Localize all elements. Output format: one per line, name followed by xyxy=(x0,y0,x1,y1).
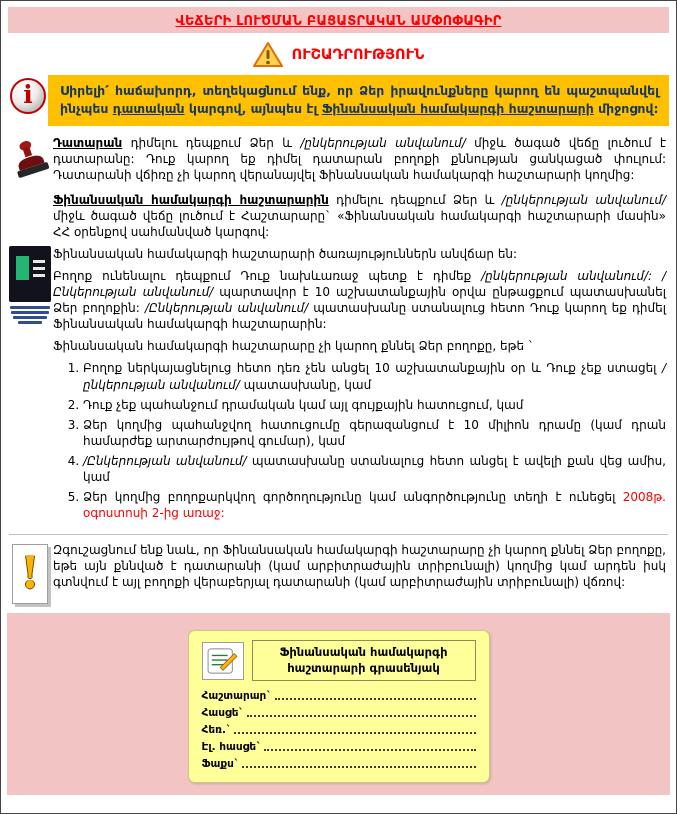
office-field-row xyxy=(202,724,476,736)
mediator-paragraph-4: Ֆինանսական համակարգի հաշտարարը չի կարող քննել Ձեր բողոքը, եթե ` xyxy=(53,339,534,354)
fsm-emphasis: Ֆինանսական համակարգի հաշտարարի xyxy=(321,100,594,116)
text-segment: միջև ծագած վեճը լուծում է Հաշտարարը` «Ֆինանսական համակարգի հաշտարարի մասին» ՀՀ օրենքով սահմանված կարգով: xyxy=(53,208,666,239)
field-dotted-line xyxy=(234,732,475,734)
text-segment: միջև ծագած վեճը լուծում է դատարանը: Դուք կարող եք դիմել դատարան բողոքի քննության ցանկացած փուլում: Դատարանի վճիռը չի կարող վերանայվել Ֆինանսական համակարգի հաշտարարի կողմից: xyxy=(53,135,667,182)
field-dotted-line xyxy=(242,766,475,768)
document-title: ՎԵՃԵՐԻ ԼՈՒԾՄԱՆ ԲԱՑԱՏՐԱԿԱՆ ԱՄՓՈՓԱԳԻՐ xyxy=(175,14,502,29)
section-divider xyxy=(9,534,668,535)
warning-icon-gutter xyxy=(7,542,53,604)
mediator-paragraph-3 xyxy=(53,268,666,332)
bottom-band xyxy=(7,613,670,795)
title-banner xyxy=(8,7,669,33)
text-segment: պատասխանը ստանալուց հետո անցել է ավելի քան վեց ամիս, կամ xyxy=(83,453,666,484)
office-field-row xyxy=(202,758,476,770)
field-dotted-line xyxy=(247,715,476,717)
field-label-phone: Հեռ.` xyxy=(201,724,232,737)
attention-label: ՈՒՇԱԴՐՈՒԹՅՈՒՆ xyxy=(291,46,425,63)
field-dotted-line xyxy=(264,749,475,751)
company-placeholder: /ընկերության անվանում/ xyxy=(300,135,466,150)
office-field-row xyxy=(202,741,476,753)
text-segment: դիմելու դեպքում Ձեր և xyxy=(122,135,301,150)
text-segment: պատասխանը ստանալուց հետո Դուք կարող եք դիմել Ֆինանսական համակարգի հաշտարարին: xyxy=(53,301,666,332)
office-field-row xyxy=(202,690,476,702)
intro-icon-gutter xyxy=(8,75,48,114)
company-placeholder: /ընկերության անվանում/ xyxy=(83,361,666,392)
condition-item-2 xyxy=(83,397,666,413)
court-paragraph xyxy=(53,135,666,183)
company-placeholder: /Ընկերության անվանում/ xyxy=(53,269,666,300)
attention-row xyxy=(1,41,676,68)
field-label-fax: Ֆաքս` xyxy=(201,758,240,771)
stamp-icon xyxy=(7,137,53,183)
condition-item-5 xyxy=(83,489,666,521)
field-label-mediator: Հաշտարար` xyxy=(201,690,272,703)
company-placeholder: /ընկերության անվանում/ xyxy=(501,192,667,207)
fsm-logo-caption xyxy=(8,306,52,324)
intro-banner xyxy=(48,75,669,126)
field-label-email: Էլ. հասցե` xyxy=(201,741,262,754)
info-icon-glyph: i xyxy=(23,80,33,109)
intro-section xyxy=(8,75,669,126)
text-segment: դիմելու դեպքում Ձեր և xyxy=(328,192,502,207)
intro-text-2: կարգով, այնպես էլ xyxy=(184,100,322,116)
field-dotted-line xyxy=(275,698,476,700)
mediator-content xyxy=(53,192,666,525)
warning-text: Զգուշացնում ենք նաև, որ Ֆինանսական համակարգի հաշտարարը չի կարող քննել Ձեր բողոքը, եթե այն քննված է դատարանի (կամ արբիտրաժային տրիբունալի) կողմից կամ արդեն իսկ գտնվում է այլ բողոքի վերաբերյալ դատարանի (կամ արբիտրաժային տրիբունալի) վճռով: xyxy=(53,543,666,590)
mediator-paragraph-2: Ֆինանսական համակարգի հաշտարարի ծառայություններն անվճար են: xyxy=(53,246,518,261)
condition-item-1 xyxy=(83,360,666,392)
office-box-title: Ֆինանսական համակարգի հաշտարարի գրասենյակ xyxy=(252,640,476,681)
warning-triangle-icon xyxy=(253,41,283,68)
fsm-logo xyxy=(8,246,52,326)
mediator-paragraph-1 xyxy=(53,192,666,240)
court-content xyxy=(53,135,666,183)
fsm-logo-mark xyxy=(16,256,29,280)
condition-item-4 xyxy=(83,453,666,485)
condition-item-3 xyxy=(83,417,666,449)
text-segment: Բողոք ունենալու դեպքում Դուք նախևառաջ պետք է դիմեք xyxy=(53,269,482,284)
intro-text-1: Սիրելի՛ հաճախորդ, տեղեկացնում ենք, որ Ձեր իրավունքները կարող են պաշտպանվել ինչպես xyxy=(60,83,659,116)
warning-section xyxy=(7,542,666,604)
mediator-section xyxy=(7,192,666,525)
text-segment: պարտավոր է 10 աշխատանքային օրվա ընթացքում պատասխանել Ձեր բողոքին: xyxy=(53,285,666,316)
court-icon-gutter xyxy=(7,135,53,183)
memo-icon-tile xyxy=(202,642,244,680)
memo-pencil-icon xyxy=(207,647,239,675)
text-segment: Դուք չեք պահանջում դրամական կամ այլ գույքային հատուցում, կամ xyxy=(83,397,524,412)
office-fields xyxy=(202,690,476,770)
exclamation-glyph: ! xyxy=(20,548,40,600)
text-segment: Ձեր կողմից բողոքարկվող գործողությունը կամ անգործությունը տեղի է ունեցել xyxy=(83,489,623,504)
mediator-lead: Ֆինանսական համակարգի հաշտարարին xyxy=(53,192,329,207)
exclamation-icon xyxy=(12,544,48,604)
field-label-address: Հասցե` xyxy=(201,707,244,720)
text-segment: պատասխանը, կամ xyxy=(239,377,372,392)
intro-text-3: միջոցով: xyxy=(593,100,659,116)
court-section xyxy=(7,135,666,183)
court-lead: Դատարան xyxy=(53,135,123,150)
fsm-logo-art xyxy=(9,246,51,302)
text-segment xyxy=(652,269,662,283)
office-box xyxy=(188,630,490,783)
date-highlight: 2008թ. օգոստոսի 2-ից առաջ: xyxy=(83,489,666,521)
court-emphasis: դատական xyxy=(112,100,185,116)
conditions-list xyxy=(53,360,666,521)
company-placeholder: /Ընկերության անվանում/ xyxy=(144,301,309,316)
warning-content xyxy=(53,542,666,604)
text-segment: Բողոք ներկայացնելուց հետո դեռ չեն անցել 10 աշխատանքային օր և Դուք չեք ստացել xyxy=(83,361,662,376)
office-box-header xyxy=(202,640,476,681)
company-placeholder: /ընկերության անվանում/: xyxy=(481,269,653,284)
mediator-icon-gutter xyxy=(7,192,53,525)
office-field-row xyxy=(202,707,476,719)
info-icon xyxy=(10,78,46,114)
text-segment: Ձեր կողմից պահանջվող հատուցումը գերազանցում է 10 միլիոն դրամը (կամ դրան համարժեք արտարժույթով գումար), կամ xyxy=(83,417,666,448)
company-placeholder: /Ընկերության անվանում/ xyxy=(83,453,247,468)
